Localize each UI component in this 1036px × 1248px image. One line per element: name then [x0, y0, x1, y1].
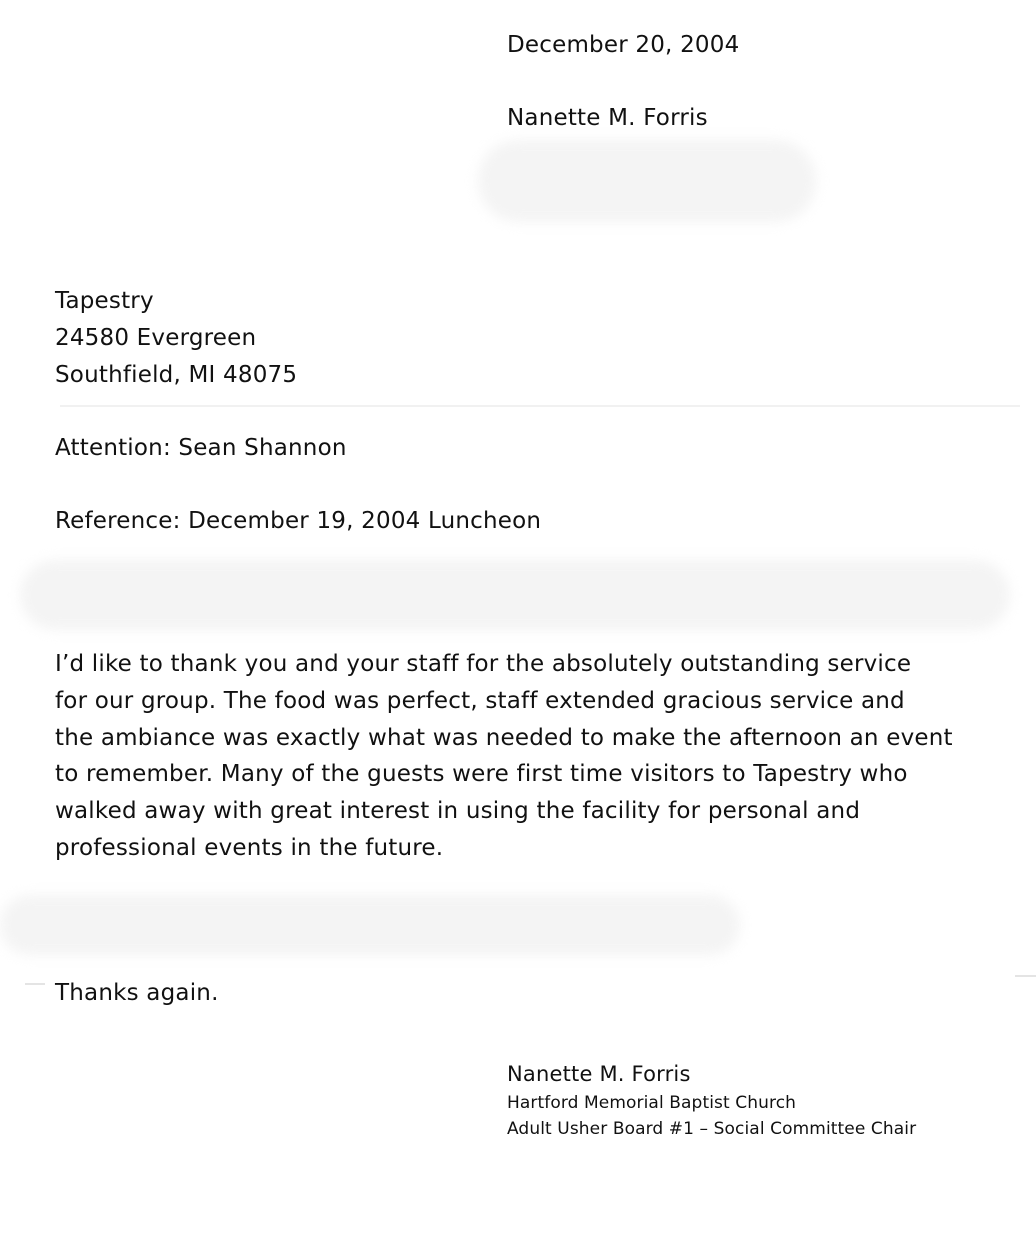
recipient-company: Tapestry	[55, 288, 154, 314]
letter-date: December 20, 2004	[507, 32, 740, 58]
scan-smudge-lower	[0, 895, 740, 955]
scan-smudge-middle	[20, 560, 1010, 630]
signature-organization: Hartford Memorial Baptist Church	[507, 1093, 797, 1113]
signature-title: Adult Usher Board #1 – Social Committee Chair	[507, 1119, 917, 1139]
scan-smudge-top	[478, 140, 816, 222]
closing-line: Thanks again.	[55, 980, 219, 1006]
scan-speck	[25, 983, 45, 985]
body-line: for our group. The food was perfect, staff extended gracious service and	[55, 687, 905, 714]
recipient-street: 24580 Evergreen	[55, 325, 257, 351]
reference-line: Reference: December 19, 2004 Luncheon	[55, 508, 542, 534]
attention-line: Attention: Sean Shannon	[55, 435, 347, 461]
body-line: walked away with great interest in using the facility for personal and	[55, 798, 861, 825]
scan-speck	[60, 405, 1020, 407]
letter-body	[55, 646, 1015, 867]
sender-name: Nanette M. Forris	[507, 105, 708, 131]
body-line: the ambiance was exactly what was needed to make the afternoon an event	[55, 724, 953, 751]
body-line: I’d like to thank you and your staff for the absolutely outstanding service	[55, 651, 912, 677]
body-line: professional events in the future.	[55, 834, 444, 861]
signature-name: Nanette M. Forris	[507, 1062, 691, 1086]
recipient-city-state-zip: Southfield, MI 48075	[55, 362, 298, 388]
scan-speck	[1015, 975, 1036, 977]
body-line: to remember. Many of the guests were first time visitors to Tapestry who	[55, 761, 908, 788]
